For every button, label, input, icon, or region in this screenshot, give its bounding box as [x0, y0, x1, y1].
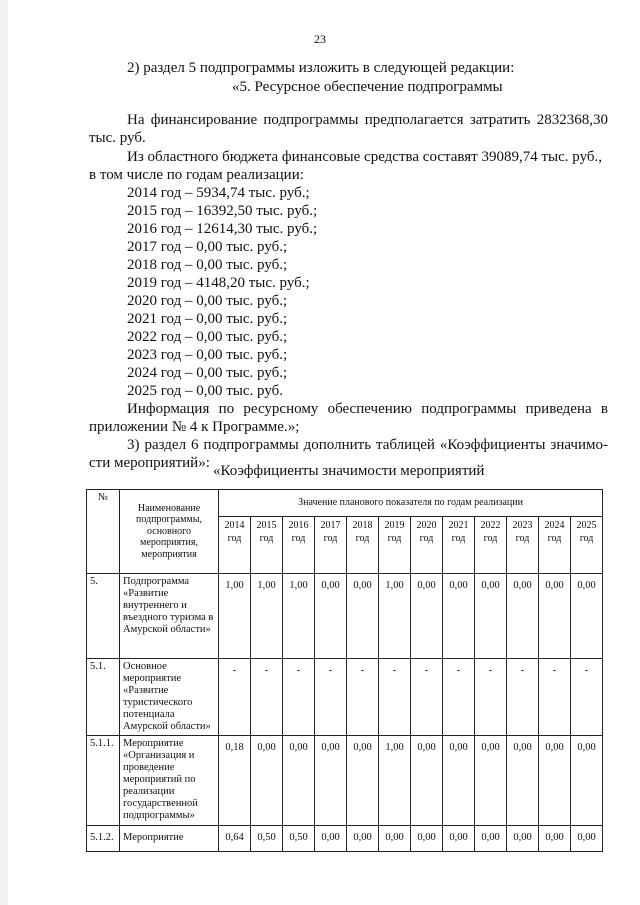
page-number: 23	[314, 32, 326, 46]
year-header: 2022 год	[475, 517, 507, 574]
value-cell: 1,00	[379, 574, 411, 659]
value-cell: 0,00	[411, 826, 443, 852]
value-cell: -	[251, 659, 283, 736]
value-cell: -	[219, 659, 251, 736]
value-cell: -	[507, 659, 539, 736]
table-row	[87, 574, 603, 659]
value-cell: 1,00	[251, 574, 283, 659]
value-cell: 0,18	[219, 736, 251, 826]
table-header-row	[87, 490, 603, 517]
regional-budget-line1: Из областного бюджета финансовые средства составят 39089,74 тыс. руб.,	[127, 149, 602, 165]
value-cell: 0,00	[347, 736, 379, 826]
table-row	[87, 736, 603, 826]
value-cell: 0,00	[347, 574, 379, 659]
year-header: 2016 год	[283, 517, 315, 574]
year-amount-2024: 2024 год – 0,00 тыс. руб.;	[127, 365, 288, 381]
value-cell: -	[379, 659, 411, 736]
year-header: 2019 год	[379, 517, 411, 574]
year-amount-2022: 2022 год – 0,00 тыс. руб.;	[127, 329, 288, 345]
amendment-item-2: 2) раздел 5 подпрограммы изложить в следующей редакции:	[127, 60, 515, 76]
value-cell: 1,00	[219, 574, 251, 659]
year-header: 2024 год	[539, 517, 571, 574]
value-cell: 0,00	[411, 736, 443, 826]
column-header-number: №	[87, 490, 120, 574]
value-cell: 0,00	[475, 736, 507, 826]
value-cell: 0,00	[475, 574, 507, 659]
value-cell: -	[347, 659, 379, 736]
value-cell: 0,00	[315, 736, 347, 826]
value-cell: -	[283, 659, 315, 736]
table-row	[87, 826, 603, 852]
year-header: 2025 год	[571, 517, 603, 574]
year-header: 2021 год	[443, 517, 475, 574]
value-cell: -	[443, 659, 475, 736]
value-cell: 0,00	[379, 826, 411, 852]
value-cell: -	[411, 659, 443, 736]
table-row	[87, 659, 603, 736]
row-name: Мероприятие «Организация и проведение мероприятий по реализации государственной подпрограммы»	[120, 736, 219, 826]
value-cell: 0,00	[571, 736, 603, 826]
value-cell: 0,00	[251, 736, 283, 826]
value-cell: 0,64	[219, 826, 251, 852]
amendment-item-3-line1: 3) раздел 6 подпрограммы дополнить таблицей «Коэффициенты значимо-	[127, 437, 608, 453]
year-amount-2014: 2014 год – 5934,74 тыс. руб.;	[127, 185, 310, 201]
year-amount-2017: 2017 год – 0,00 тыс. руб.;	[127, 239, 288, 255]
value-cell: 1,00	[283, 574, 315, 659]
value-cell: 0,00	[315, 574, 347, 659]
info-text-line2: приложении № 4 к Программе.»;	[89, 419, 300, 435]
row-number: 5.1.2.	[87, 826, 120, 852]
value-cell: 0,00	[571, 574, 603, 659]
row-name: Подпрограмма «Развитие внутреннего и въездного туризма в Амурской области»	[120, 574, 219, 659]
year-amount-2023: 2023 год – 0,00 тыс. руб.;	[127, 347, 288, 363]
value-cell: 0,00	[411, 574, 443, 659]
year-header: 2018 год	[347, 517, 379, 574]
value-cell: -	[315, 659, 347, 736]
column-header-name: Наименование подпрограммы, основного мероприятия, мероприятия	[120, 490, 219, 574]
value-cell: 0,00	[443, 574, 475, 659]
year-amount-2016: 2016 год – 12614,30 тыс. руб.;	[127, 221, 318, 237]
value-cell: 0,00	[539, 826, 571, 852]
year-header: 2014 год	[219, 517, 251, 574]
value-cell: -	[571, 659, 603, 736]
table-title: «Коэффициенты значимости мероприятий	[213, 463, 485, 479]
value-cell: 0,00	[507, 736, 539, 826]
value-cell: 0,00	[443, 736, 475, 826]
financing-text-line1: На финансирование подпрограммы предполагается затратить 2832368,30	[127, 112, 608, 128]
value-cell: 0,00	[539, 574, 571, 659]
info-text-line1: Информация по ресурсному обеспечению подпрограммы приведена в	[127, 401, 608, 417]
year-amount-2025: 2025 год – 0,00 тыс. руб.	[127, 383, 284, 399]
row-number: 5.1.	[87, 659, 120, 736]
value-cell: 0,00	[507, 574, 539, 659]
value-cell: -	[475, 659, 507, 736]
year-amount-2020: 2020 год – 0,00 тыс. руб.;	[127, 293, 288, 309]
scan-edge-shadow	[0, 0, 8, 905]
value-cell: 1,00	[379, 736, 411, 826]
amendment-item-3-line2: сти мероприятий»:	[89, 455, 210, 471]
year-amount-2015: 2015 год – 16392,50 тыс. руб.;	[127, 203, 318, 219]
financing-text-line2: тыс. руб.	[89, 130, 146, 146]
column-header-values: Значение планового показателя по годам реализации	[219, 490, 603, 517]
row-name: Основное мероприятие «Развитие туристического потенциала Амурской области»	[120, 659, 219, 736]
regional-budget-line2: в том числе по годам реализации:	[89, 167, 304, 183]
value-cell: 0,00	[475, 826, 507, 852]
value-cell: 0,00	[539, 736, 571, 826]
section-5-title: «5. Ресурсное обеспечение подпрограммы	[232, 79, 503, 95]
year-header: 2023 год	[507, 517, 539, 574]
year-header: 2015 год	[251, 517, 283, 574]
value-cell: -	[539, 659, 571, 736]
row-number: 5.	[87, 574, 120, 659]
value-cell: 0,50	[283, 826, 315, 852]
value-cell: 0,50	[251, 826, 283, 852]
value-cell: 0,00	[507, 826, 539, 852]
coefficients-table	[86, 489, 603, 852]
row-name: Мероприятие	[120, 826, 219, 852]
year-amount-2021: 2021 год – 0,00 тыс. руб.;	[127, 311, 288, 327]
value-cell: 0,00	[443, 826, 475, 852]
year-amount-2018: 2018 год – 0,00 тыс. руб.;	[127, 257, 288, 273]
value-cell: 0,00	[571, 826, 603, 852]
year-header: 2020 год	[411, 517, 443, 574]
value-cell: 0,00	[347, 826, 379, 852]
value-cell: 0,00	[315, 826, 347, 852]
row-number: 5.1.1.	[87, 736, 120, 826]
year-header: 2017 год	[315, 517, 347, 574]
year-amount-2019: 2019 год – 4148,20 тыс. руб.;	[127, 275, 310, 291]
value-cell: 0,00	[283, 736, 315, 826]
